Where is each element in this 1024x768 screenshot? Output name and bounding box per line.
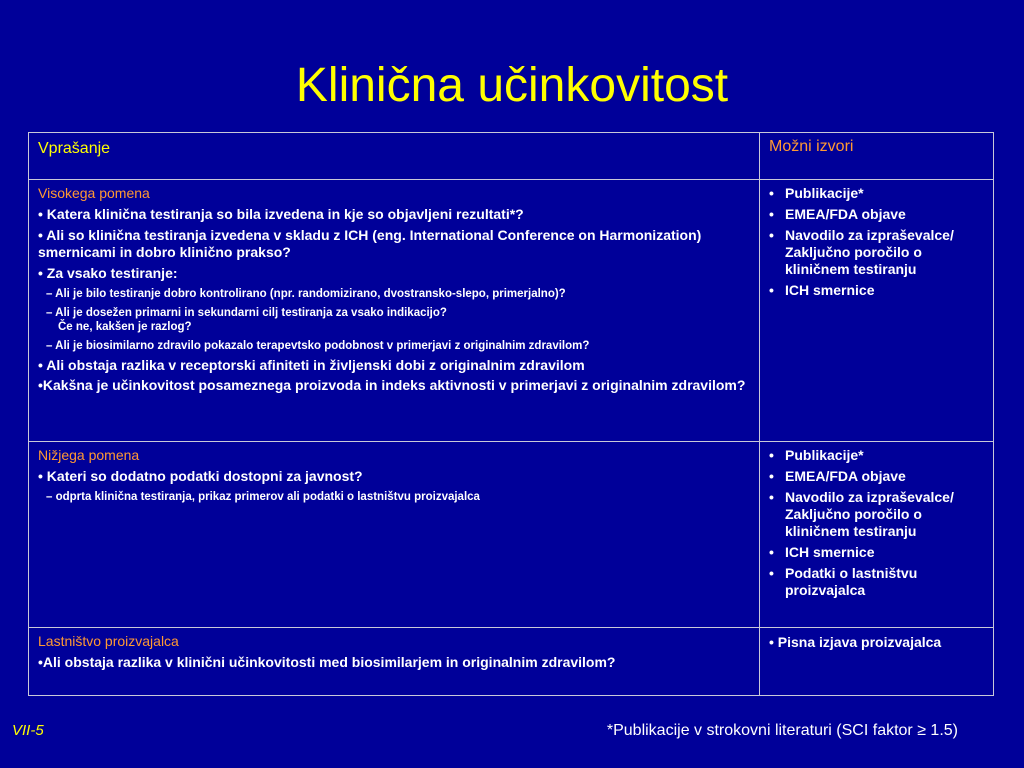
question-item: • Ali obstaja razlika v receptorski afiniteti in življenski dobi z originalnim zdravilom (38, 357, 585, 373)
question-item: •Ali obstaja razlika v klinični učinkovitosti med biosimilarjem in originalnim zdravilom? (38, 654, 616, 670)
bullet: • (769, 447, 774, 463)
source-item: • EMEA/FDA objave (769, 206, 906, 222)
bullet: • (769, 227, 774, 243)
sub-question-text: – Ali je biosimilarno zdravilo pokazalo terapevtsko podobnost v primerjavi z originalnim zdravilom? (46, 340, 590, 352)
section-label: Visokega pomena (38, 185, 150, 201)
source-item: • ICH smernice (769, 282, 875, 298)
bullet: • (769, 468, 774, 484)
source-item: • EMEA/FDA objave (769, 468, 906, 484)
question-item: • Kateri so dodatno podatki dostopni za javnost? (38, 468, 363, 484)
sub-question-item (38, 490, 750, 504)
sub-question-item (38, 339, 750, 353)
questions-cell (29, 180, 760, 442)
sub-question-item (38, 306, 750, 334)
sub-question-text: – Ali je bilo testiranje dobro kontrolirano (npr. randomizirano, dvostransko-slepo, primerjalno)? (46, 288, 566, 300)
question-item: • Ali so klinična testiranja izvedena v skladu z ICH (eng. International Conference on Harmonization) smernicami in dobro klinično prakso? (38, 227, 702, 260)
source-item: • Publikacije* (769, 447, 864, 463)
slide-title: Klinična učinkovitost (295, 59, 729, 112)
source-item: • ICH smernice (769, 544, 875, 560)
sub-question-text: – odprta klinična testiranja, prikaz primerov ali podatki o lastništvu proizvajalca (46, 491, 480, 503)
sub-question-item (38, 287, 750, 301)
header-question: Vprašanje (29, 133, 760, 180)
bullet: • (769, 185, 774, 201)
table-row-manufacturer-ownership (29, 628, 994, 696)
table-header-row (29, 133, 994, 180)
slide-number: VII-5 (12, 722, 44, 739)
source-item: • Pisna izjava proizvajalca (769, 634, 942, 650)
sources-list (769, 185, 984, 299)
source-item: • Navodilo za izpraševalce/ Zaključno poročilo o kliničnem testiranju (769, 489, 954, 539)
table-row-high-importance (29, 180, 994, 442)
source-item: • Podatki o lastništvu proizvajalca (769, 565, 918, 598)
section-label: Nižjega pomena (38, 447, 140, 463)
section-label: Lastništvo proizvajalca (38, 633, 179, 649)
sources-cell (760, 628, 994, 696)
bullet: • (769, 282, 774, 298)
source-item: • Publikacije* (769, 185, 864, 201)
questions-cell (29, 628, 760, 696)
question-item: • Katera klinična testiranja so bila izvedena in kje so objavljeni rezultati*? (38, 206, 524, 222)
sub-question-continuation: Če ne, kakšen je razlog? (58, 321, 192, 333)
clinical-efficacy-table (28, 132, 994, 696)
header-sources: Možni izvori (760, 133, 994, 180)
questions-cell (29, 442, 760, 628)
footnote: *Publikacije v strokovni literaturi (SCI faktor ≥ 1.5) (606, 722, 958, 739)
question-item: • Za vsako testiranje: (38, 265, 178, 281)
question-item: •Kakšna je učinkovitost posameznega proizvoda in indeks aktivnosti v primerjavi z originalnim zdravilom? (38, 377, 746, 393)
table-row-low-importance (29, 442, 994, 628)
bullet: • (769, 544, 774, 560)
sources-cell (760, 180, 994, 442)
sources-list (769, 447, 984, 599)
bullet: • (769, 206, 774, 222)
bullet: • (769, 565, 774, 581)
source-item: • Navodilo za izpraševalce/ Zaključno poročilo o kliničnem testiranju (769, 227, 954, 277)
sub-question-text: – Ali je dosežen primarni in sekundarni cilj testiranja za vsako indikacijo? (46, 307, 447, 319)
sources-cell (760, 442, 994, 628)
bullet: • (769, 489, 774, 505)
